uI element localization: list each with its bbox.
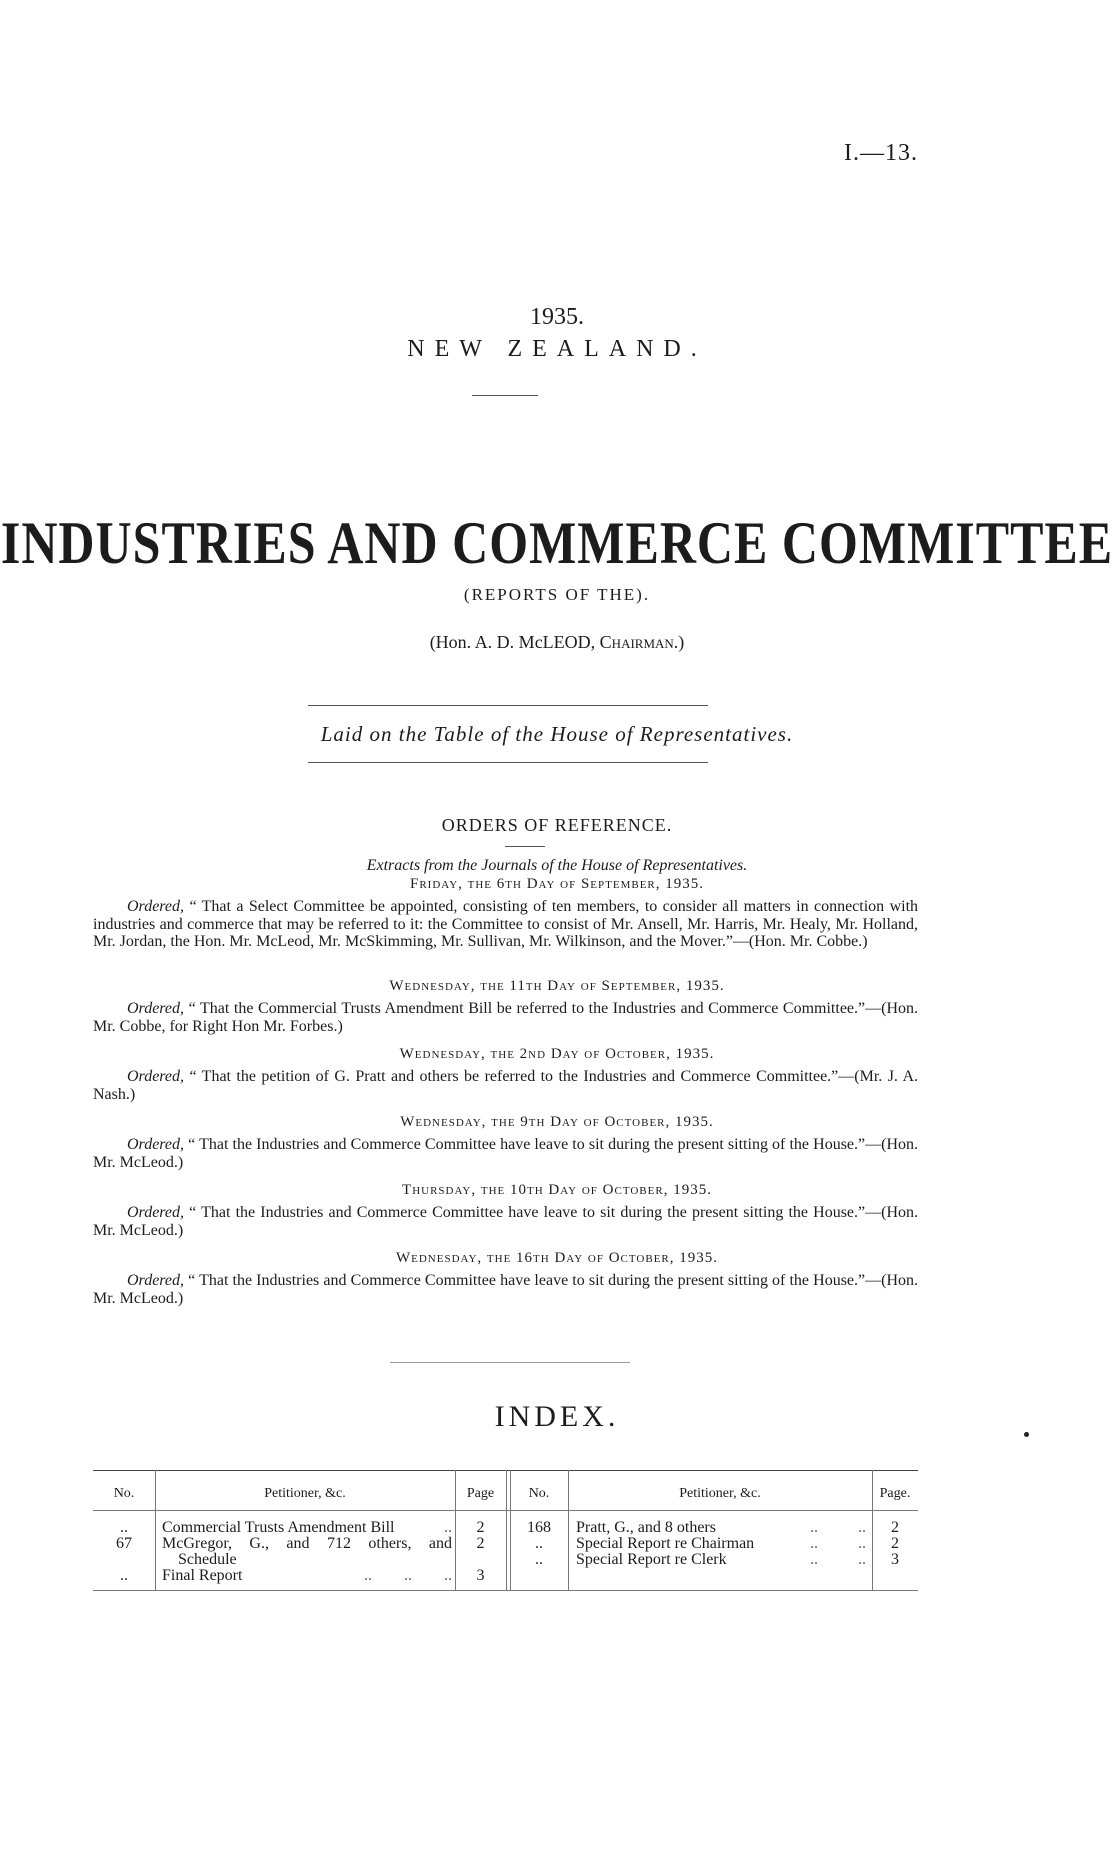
extracts-line: Extracts from the Journals of the House of Representatives. (366, 857, 748, 874)
order-date: Friday, the 6th Day of September, 1935. (409, 876, 705, 892)
column-header-no: No. (113, 1486, 135, 1501)
document-title: INDUSTRIES AND COMMERCE COMMITTEE (0, 509, 1114, 577)
index-entry: Special Report re Chairman .. .. (576, 1535, 866, 1552)
orders-heading: ORDERS OF REFERENCE. (441, 815, 673, 835)
order-date: Wednesday, the 16th Day of October, 1935. (395, 1250, 719, 1266)
divider (505, 846, 545, 847)
order-text: Ordered, “ That the Industries and Commerce Committee have leave to sit during the present sitting of the House.”—(Hon. Mr. McLeod.) (93, 1272, 919, 1307)
order-date: Wednesday, the 11th Day of September, 1935. (389, 978, 725, 994)
order-text: Ordered, “ That the Industries and Commerce Committee have leave to sit during the present sitting of the House.”—(Hon. Mr. McLeod.) (93, 1136, 919, 1171)
document-subtitle: (REPORTS OF THE). (463, 585, 651, 604)
index-heading: INDEX. (494, 1400, 620, 1433)
divider (472, 395, 538, 396)
index-entry: Final Report .. .. .. (162, 1567, 452, 1584)
index-page: 2 (891, 1519, 899, 1536)
index-no: 168 (527, 1519, 551, 1536)
index-no: .. (120, 1519, 128, 1536)
country: NEW ZEALAND. (407, 336, 707, 362)
order-date: Thursday, the 10th Day of October, 1935. (402, 1182, 712, 1198)
column-header-no: No. (528, 1486, 550, 1501)
index-page: 2 (891, 1535, 899, 1552)
column-header-petitioner: Petitioner, &c. (264, 1486, 346, 1501)
column-header-page: Page. (879, 1486, 911, 1501)
order-text: Ordered, “ That the petition of G. Pratt and others be referred to the Industries and Commerce Committee.”—(Mr. J. A. Nash.) (93, 1068, 919, 1103)
index-page: 3 (891, 1551, 899, 1568)
index-no: .. (535, 1535, 543, 1552)
chairman-line (0, 632, 1114, 653)
document-reference: I.—13. (844, 140, 918, 166)
order-date: Wednesday, the 2nd Day of October, 1935. (399, 1046, 715, 1062)
order-date: Wednesday, the 9th Day of October, 1935. (400, 1114, 714, 1130)
column-header-page: Page (466, 1486, 495, 1501)
chairman-suffix: .) (673, 632, 685, 652)
index-bottom-rule (93, 1590, 918, 1591)
index-entry: Special Report re Clerk .. .. (576, 1551, 866, 1568)
order-text: Ordered, “ That the Commercial Trusts Amendment Bill be referred to the Industries and Commerce Committee.”—(Hon. Mr. Cobbe, for Right Hon Mr. Forbes.) (93, 1000, 919, 1035)
index-no: 67 (116, 1535, 132, 1552)
index-page: 3 (476, 1567, 485, 1584)
order-text: Ordered, “ That the Industries and Commerce Committee have leave to sit during the present sitting the House.”—(Hon. Mr. McLeod.) (93, 1204, 919, 1239)
index-page: 2 (476, 1535, 485, 1552)
index-no: .. (120, 1567, 128, 1584)
index-entry: McGregor, G., and 712 others, and (162, 1535, 452, 1552)
index-entry: Pratt, G., and 8 others .. .. (576, 1519, 866, 1536)
index-no: .. (535, 1551, 543, 1568)
divider (308, 762, 708, 763)
chairman-role: Chairman (599, 632, 674, 652)
column-divider (506, 1470, 507, 1590)
index-entry: Commercial Trusts Amendment Bill .. (162, 1519, 452, 1536)
column-header-petitioner: Petitioner, &c. (679, 1486, 761, 1501)
order-text: Ordered, “ That a Select Committee be appointed, consisting of ten members, to consider all matters in connection with industries and commerce that may be referred to it: the Committee to consist of Mr. Ansell, Mr. Harris, Mr. Healy, Mr. Holland, Mr. Jordan, the Hon. Mr. McLeod, Mr. McSkimming, Mr. Sullivan, Mr. Wilkinson, and the Mover.”—(Hon. Mr. Cobbe.) (93, 898, 919, 950)
year: 1935. (530, 304, 584, 330)
index-entry-continued: Schedule (178, 1551, 237, 1568)
chairman-name: (Hon. A. D. McLEOD, (429, 632, 596, 652)
laid-on-table: Laid on the Table of the House of Representatives. (320, 722, 794, 746)
index-page: 2 (476, 1519, 485, 1536)
divider (308, 705, 708, 706)
divider (390, 1362, 630, 1363)
ink-mark (1024, 1432, 1029, 1437)
